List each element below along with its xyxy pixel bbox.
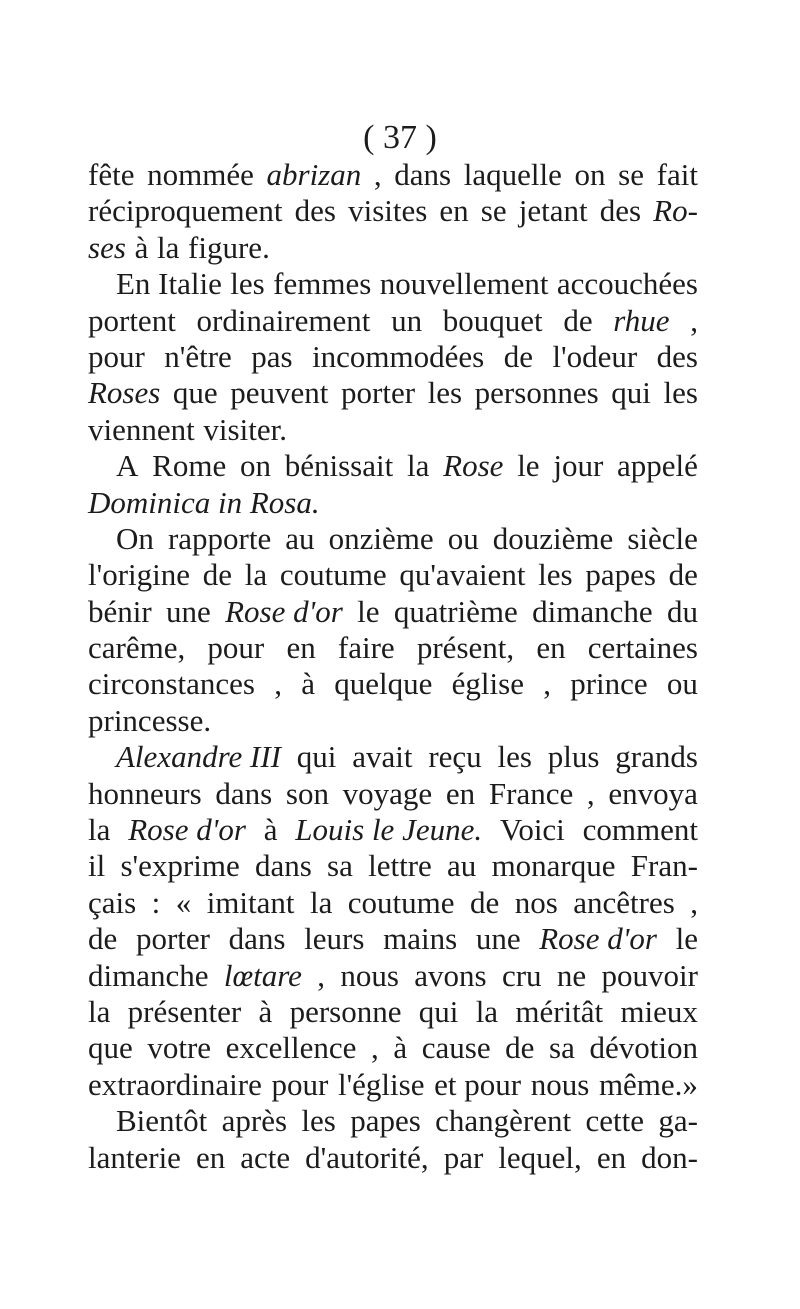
word: , xyxy=(373,157,382,192)
word: par xyxy=(443,1139,484,1175)
word: la xyxy=(157,229,180,265)
word: au xyxy=(447,848,477,884)
text-line xyxy=(88,339,698,375)
word: dimanche xyxy=(88,957,209,993)
word: lettre xyxy=(368,848,432,884)
italic-word: Louis le Jeune. xyxy=(295,812,483,848)
word: de xyxy=(470,884,500,920)
word: envoya xyxy=(608,775,698,811)
word: d'autorité, xyxy=(305,1139,429,1175)
word: changèrent xyxy=(435,1103,572,1139)
word: Voici xyxy=(499,812,565,848)
word: accouchées xyxy=(556,266,698,302)
word: jour xyxy=(553,448,604,484)
italic-word: Ro- xyxy=(653,193,698,229)
word: coutume xyxy=(347,884,455,920)
text-line xyxy=(88,1030,698,1066)
text-line xyxy=(88,921,698,957)
word: fête xyxy=(88,157,135,192)
text-line xyxy=(88,521,698,557)
word: pour xyxy=(88,338,145,374)
word: circonstances xyxy=(88,666,255,702)
word: , xyxy=(690,302,698,338)
word: présenter xyxy=(127,993,242,1029)
word: les xyxy=(427,375,463,411)
word: viennent xyxy=(88,411,195,447)
word: fait xyxy=(656,157,698,192)
word: de xyxy=(88,921,118,957)
italic-word: Rose d'or xyxy=(128,812,246,848)
word: personne xyxy=(289,993,402,1029)
word: l'odeur xyxy=(552,338,638,374)
word: à xyxy=(393,1030,408,1066)
word: avons xyxy=(414,957,487,993)
word: nous xyxy=(530,1066,590,1102)
word: rapporte xyxy=(167,520,272,556)
word: Fran- xyxy=(630,848,698,884)
word: nous xyxy=(340,957,399,993)
word: nos xyxy=(514,884,558,920)
word: de xyxy=(563,302,593,338)
word: jetant xyxy=(518,193,588,229)
word: onzième xyxy=(328,520,434,556)
word: des xyxy=(599,193,642,229)
word: : xyxy=(151,884,161,920)
word: pour xyxy=(271,1066,329,1102)
word: ne xyxy=(556,957,587,993)
word: cause xyxy=(421,1030,491,1066)
body-text xyxy=(88,157,698,1176)
word: , xyxy=(371,1030,379,1066)
word: le xyxy=(357,593,380,629)
word: dans xyxy=(228,921,286,957)
word: ou xyxy=(666,666,698,702)
word: la xyxy=(88,993,111,1029)
word: porter xyxy=(341,375,416,411)
word: , xyxy=(543,666,551,702)
italic-word: abrizan xyxy=(266,157,362,192)
word: , xyxy=(317,957,326,993)
word: qui xyxy=(611,375,651,411)
word: à xyxy=(263,812,278,848)
word: bénir xyxy=(88,593,152,629)
word: et pour xyxy=(434,1066,522,1102)
word: même.» xyxy=(598,1066,698,1102)
word: les xyxy=(538,557,573,593)
text-line xyxy=(88,375,698,411)
word: en xyxy=(195,1139,226,1175)
word: don- xyxy=(641,1139,698,1175)
word: laquelle xyxy=(463,157,562,192)
word: méritât xyxy=(515,993,604,1029)
word: comment xyxy=(582,812,698,848)
text-line xyxy=(88,157,698,193)
word: , xyxy=(690,884,698,920)
word: se xyxy=(480,193,507,229)
word: il xyxy=(88,848,106,884)
word: n'être xyxy=(164,338,232,374)
text-line xyxy=(88,994,698,1030)
word: leurs xyxy=(304,921,365,957)
word: les xyxy=(230,266,265,302)
word: dans xyxy=(215,775,273,811)
word: à xyxy=(301,666,315,702)
word: des xyxy=(294,193,336,229)
word: votre xyxy=(147,1030,212,1066)
word: mains xyxy=(383,921,458,957)
word: lequel, xyxy=(498,1139,582,1175)
word: que xyxy=(172,375,218,411)
text-line xyxy=(88,1140,698,1176)
word: honneurs xyxy=(88,775,202,811)
text-line xyxy=(88,230,698,266)
word: nouvellement xyxy=(379,266,549,302)
word: on xyxy=(574,157,606,192)
word: pouvoir xyxy=(601,957,698,993)
word: figure. xyxy=(188,229,270,265)
word: le xyxy=(675,921,698,957)
word: qui xyxy=(418,993,459,1029)
word: pas xyxy=(251,338,293,374)
word: , xyxy=(586,775,595,811)
word: grands xyxy=(615,739,698,775)
word: église xyxy=(451,666,524,702)
word: de xyxy=(505,1030,535,1066)
word: des xyxy=(656,338,698,374)
word: On xyxy=(116,520,154,556)
text-line xyxy=(88,266,698,302)
word: porter xyxy=(135,921,210,957)
word: en xyxy=(439,193,469,229)
word: les xyxy=(663,375,698,411)
text-line xyxy=(88,703,698,739)
text-line xyxy=(88,1067,698,1103)
word: présent, xyxy=(416,630,515,666)
word: ga- xyxy=(658,1103,698,1139)
text-line xyxy=(88,557,698,593)
word: la xyxy=(88,812,111,848)
text-line xyxy=(88,1103,698,1139)
word: papes xyxy=(350,1103,421,1139)
word: qui xyxy=(296,739,337,775)
word: le xyxy=(517,448,540,484)
word: en xyxy=(596,1139,627,1175)
word: voyage xyxy=(342,775,433,811)
word: siècle xyxy=(627,520,698,556)
text-line xyxy=(88,485,698,521)
italic-word: Dominica in Rosa. xyxy=(88,484,320,520)
word: cru xyxy=(501,957,542,993)
italic-word: Roses xyxy=(88,375,161,411)
word: princesse. xyxy=(88,702,212,738)
word: à xyxy=(134,229,149,265)
word: la xyxy=(407,448,430,484)
word: reçu xyxy=(428,739,482,775)
word: En Italie xyxy=(116,266,222,302)
word: la xyxy=(244,557,268,593)
word: femmes xyxy=(273,266,372,302)
text-line xyxy=(88,776,698,812)
word: que xyxy=(88,1030,133,1066)
italic-word: lœtare xyxy=(223,957,302,993)
word: sa xyxy=(327,848,353,884)
word: papes xyxy=(585,557,656,593)
word: « xyxy=(175,884,192,920)
word: s'exprime xyxy=(120,848,240,884)
word: ancêtres xyxy=(573,884,675,920)
text-line xyxy=(88,885,698,921)
word: , xyxy=(274,666,282,702)
word: son xyxy=(285,775,329,811)
word: de xyxy=(202,557,233,593)
word: de xyxy=(668,557,698,593)
word: carême, xyxy=(88,630,186,666)
text-line xyxy=(88,303,698,339)
word: çais xyxy=(88,884,137,920)
word: A xyxy=(116,448,139,484)
word: réciproquement xyxy=(88,193,283,229)
word: plus xyxy=(547,739,600,775)
word: excellence xyxy=(225,1030,357,1066)
word: qu'avaient xyxy=(399,557,526,593)
word: à xyxy=(258,993,273,1029)
word: un xyxy=(391,302,423,338)
word: les xyxy=(301,1103,336,1139)
text-line xyxy=(88,448,698,484)
word: la xyxy=(475,993,499,1029)
word: appelé xyxy=(617,448,698,484)
italic-word: rhue xyxy=(613,302,670,338)
italic-word: Alexandre III xyxy=(116,739,281,775)
word: dans xyxy=(394,157,452,192)
text-line xyxy=(88,739,698,775)
word: en xyxy=(286,630,316,666)
word: cette xyxy=(585,1103,645,1139)
word: prince xyxy=(570,666,648,702)
word: pour xyxy=(207,630,265,666)
italic-word: ses xyxy=(88,229,126,265)
word: sa xyxy=(549,1030,575,1066)
word: portent xyxy=(88,302,176,338)
word: personnes xyxy=(474,375,599,411)
word: avait xyxy=(352,739,413,775)
word: mieux xyxy=(620,993,698,1029)
word: ordinairement xyxy=(196,302,371,338)
italic-word: Rose d'or xyxy=(539,921,657,957)
word: peuvent xyxy=(230,375,329,411)
italic-word: Rose d'or xyxy=(225,593,343,629)
word: incommodées xyxy=(312,338,485,374)
word: bénissait xyxy=(284,448,394,484)
word: Rome xyxy=(152,448,227,484)
word: l'origine xyxy=(88,557,191,593)
word: une xyxy=(475,921,521,957)
word: acte xyxy=(240,1139,291,1175)
word: du xyxy=(666,593,698,629)
word: nommée xyxy=(147,157,254,192)
word: dans xyxy=(254,848,312,884)
word: bouquet xyxy=(442,302,543,338)
word: monarque xyxy=(491,848,616,884)
word: la xyxy=(309,884,333,920)
word: on xyxy=(239,448,271,484)
text-line xyxy=(88,958,698,994)
word: ou xyxy=(447,520,479,556)
word: coutume xyxy=(279,557,387,593)
word: lanterie xyxy=(88,1139,181,1175)
word: après xyxy=(221,1103,288,1139)
italic-word: Rose xyxy=(443,448,504,484)
word: se xyxy=(618,157,644,192)
word: faire xyxy=(337,630,395,666)
text-line xyxy=(88,666,698,702)
word: une xyxy=(166,593,211,629)
word: en xyxy=(445,775,476,811)
text-line xyxy=(88,848,698,884)
word: France xyxy=(488,775,574,811)
word: certaines xyxy=(587,630,698,666)
word: quelque xyxy=(334,666,433,702)
word: douzième xyxy=(492,520,614,556)
word: imitant xyxy=(206,884,295,920)
text-line xyxy=(88,193,698,229)
text-line xyxy=(88,812,698,848)
word: les xyxy=(497,739,532,775)
text-line xyxy=(88,630,698,666)
word: dévotion xyxy=(589,1030,698,1066)
word: dimanche xyxy=(532,593,653,629)
word: quatrième xyxy=(393,593,518,629)
word: extraordinaire xyxy=(88,1066,262,1102)
page-number: ( 37 ) xyxy=(363,119,437,156)
word: au xyxy=(285,520,315,556)
word: l'église xyxy=(337,1066,425,1102)
word: visites xyxy=(348,193,428,229)
word: Bientôt xyxy=(116,1103,208,1139)
text-line xyxy=(88,412,698,448)
text-line xyxy=(88,594,698,630)
word: visiter. xyxy=(203,411,287,447)
word: en xyxy=(536,630,566,666)
word: de xyxy=(503,338,533,374)
